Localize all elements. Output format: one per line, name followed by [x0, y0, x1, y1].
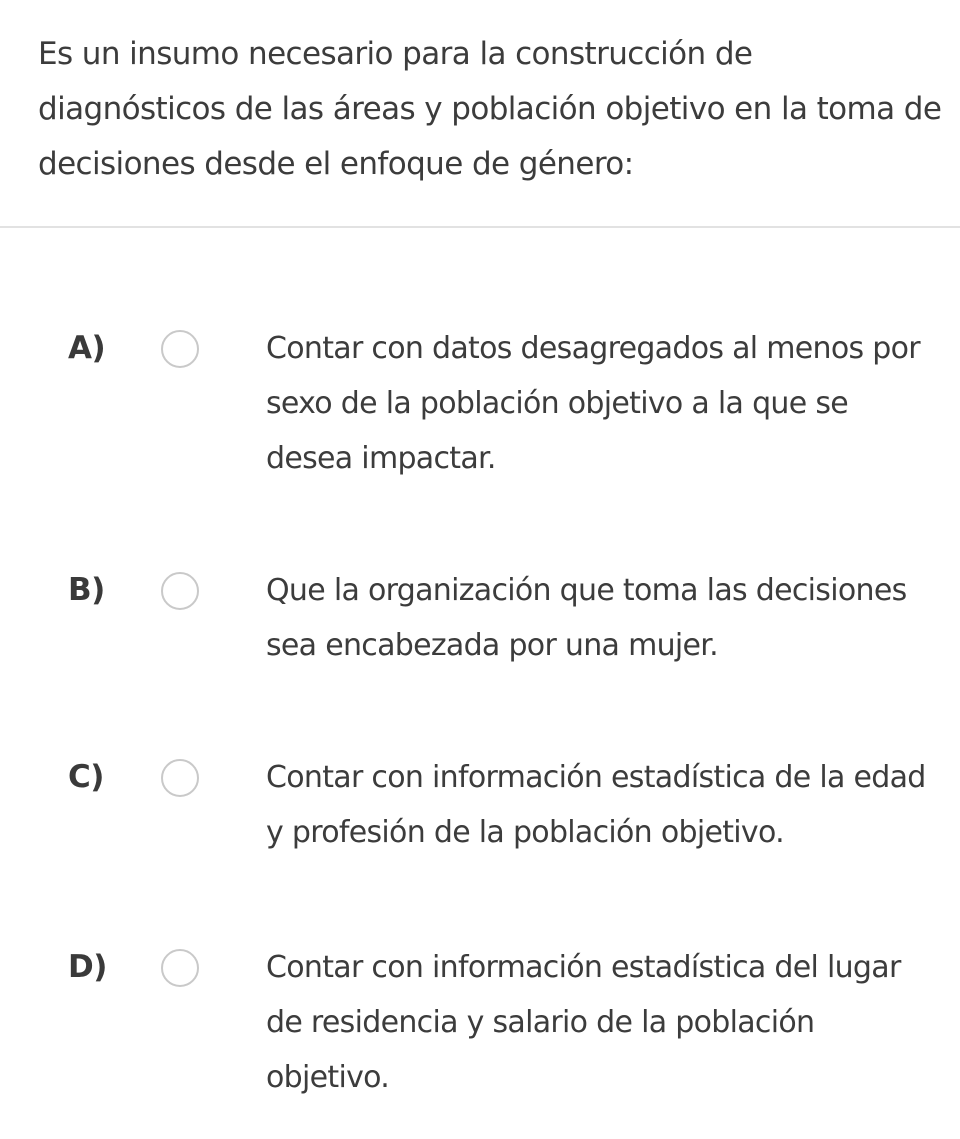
option-letter: D) [68, 949, 107, 985]
option-text: Contar con información estadística de la edad y profesión de la población objetivo. [266, 760, 926, 850]
option-text: Contar con información estadística del lugar de residencia y salario de la población objetivo. [266, 950, 901, 1095]
radio-button[interactable] [161, 949, 199, 987]
option-text: Contar con datos desagregados al menos por sexo de la población objetivo a la que se desea impactar. [266, 331, 920, 476]
divider [0, 226, 960, 228]
radio-button[interactable] [161, 330, 199, 368]
option-text: Que la organización que toma las decisiones sea encabezada por una mujer. [266, 573, 907, 663]
radio-button[interactable] [161, 759, 199, 797]
radio-button[interactable] [161, 572, 199, 610]
option-letter: A) [68, 330, 106, 366]
option-letter: B) [68, 572, 105, 608]
option-letter: C) [68, 759, 104, 795]
question-text: Es un insumo necesario para la construcción de diagnósticos de las áreas y población objetivo en la toma de decisiones desde el enfoque de género: [38, 36, 942, 182]
